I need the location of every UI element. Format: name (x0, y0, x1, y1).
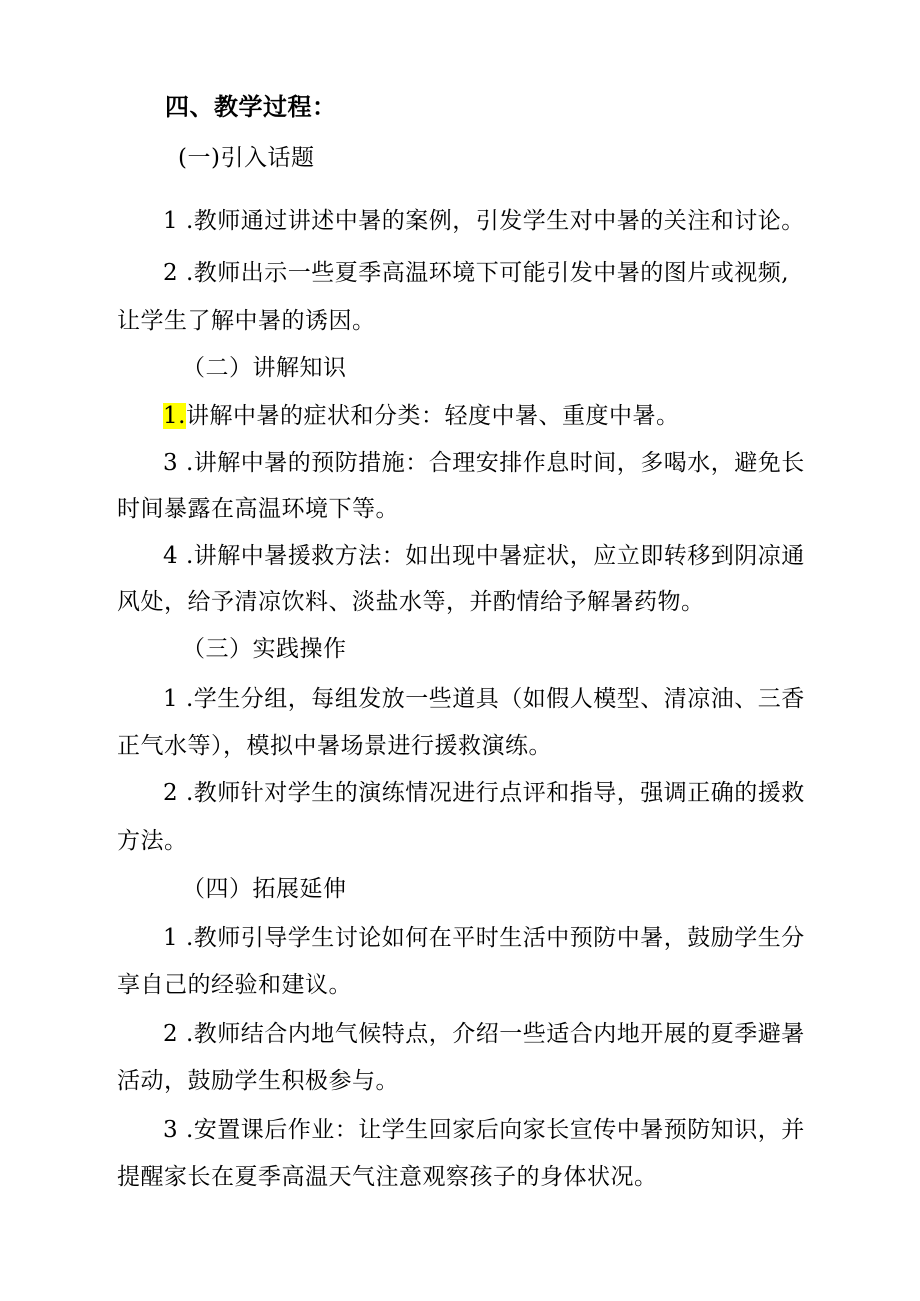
paragraph-line: 提醒家长在夏季高温天气注意观察孩子的身体状况。 (117, 1164, 658, 1190)
paragraph-line (163, 401, 679, 431)
highlighted-item-number: 1. (163, 403, 186, 429)
paragraph-line: 3 .讲解中暑的预防措施：合理安排作息时间，多喝水，避免长 (163, 450, 805, 476)
paragraph-text: 讲解中暑的症状和分类：轻度中暑、重度中暑。 (185, 403, 680, 429)
paragraph-line: 时间暴露在高温环境下等。 (117, 496, 399, 522)
paragraph-line: 4 .讲解中暑援救方法：如出现中暑症状，应立即转移到阴凉通 (163, 543, 805, 569)
paragraph-line: 让学生了解中暑的诱因。 (117, 308, 376, 334)
subsection-title-3: （三）实践操作 (182, 636, 347, 662)
paragraph-line: 1 .教师通过讲述中暑的案例，引发学生对中暑的关注和讨论。 (163, 208, 805, 234)
paragraph-line: 1 .教师引导学生讨论如何在平时生活中预防中暑，鼓励学生分 (163, 925, 805, 951)
subsection-title-4: （四）拓展延伸 (182, 876, 347, 902)
paragraph-line: 正气水等），模拟中暑场景进行援救演练。 (117, 733, 552, 759)
paragraph-line: 享自己的经验和建议。 (117, 972, 352, 998)
section-heading: 四、教学过程： (165, 92, 337, 121)
subsection-title-1: (一)引入话题 (178, 145, 315, 171)
paragraph-line: 2 .教师出示一些夏季高温环境下可能引发中暑的图片或视频, (163, 260, 790, 286)
paragraph-line: 2 .教师针对学生的演练情况进行点评和指导，强调正确的援救 (163, 780, 805, 806)
paragraph-line: 方法。 (117, 828, 188, 854)
paragraph-line: 2 .教师结合内地气候特点，介绍一些适合内地开展的夏季避暑 (163, 1021, 805, 1047)
paragraph-line: 活动，鼓励学生积极参与。 (117, 1068, 399, 1094)
paragraph-line: 1 .学生分组，每组发放一些道具（如假人模型、清凉油、三香 (163, 686, 805, 712)
paragraph-line: 风处，给予清凉饮料、淡盐水等，并酌情给予解暑药物。 (117, 589, 705, 615)
subsection-title-2: （二）讲解知识 (182, 355, 347, 381)
paragraph-line: 3 .安置课后作业：让学生回家后向家长宣传中暑预防知识，并 (163, 1117, 805, 1143)
